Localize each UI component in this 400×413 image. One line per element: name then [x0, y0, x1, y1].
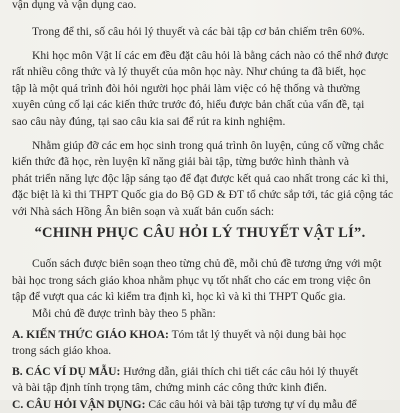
- section-b-label: B. CÁC VÍ DỤ MẪU:: [12, 365, 121, 378]
- text-line: sao câu này đúng, tại sao câu kia sai để rút ra kinh nghiệm.: [12, 115, 286, 128]
- section-c-label: C. CÂU HỎI VẬN DỤNG:: [12, 398, 146, 411]
- section-c: [12, 397, 396, 413]
- text-line: đặc biệt là kì thi THPT Quốc gia do Bộ GD & ĐT tổ chức sắp tới, tác giả cộng tác: [12, 188, 394, 201]
- text-line: tập là một quá trình đòi hỏi người học phải làm việc có hệ thống và thường: [12, 82, 361, 95]
- text-line: Nhằm giúp đỡ các em học sinh trong quá trình ôn luyện, củng cố vững chắc: [32, 139, 384, 152]
- text-line: và bài tập định tính trọng tâm, chứng minh các công thức kinh điển.: [12, 381, 327, 394]
- text-line: Trong để thi, số câu hỏi lý thuyết và các bài tập cơ bản chiếm trên 60%.: [32, 25, 365, 38]
- section-a-text: Tóm tắt lý thuyết và nội dung bài học: [171, 328, 347, 341]
- text-line: rất nhiều công thức và lý thuyết của môn học này. Như chúng ta đã biết, học: [12, 65, 366, 78]
- text-line: vận dụng và vận dụng cao.: [12, 0, 137, 11]
- text-line: Cuốn sách được biên soạn theo từng chủ đề, mỗi chủ đề tương ứng với một: [32, 257, 382, 270]
- text-line: xuyên củng cố lại các kiến thức trước đó, hiểu được bản chất của vấn đề, tại: [12, 98, 365, 111]
- text-line: kiến thức đã học, rèn luyện kĩ năng giải bài tập, từng bước hình thành và: [12, 155, 349, 168]
- section-a: [12, 327, 396, 343]
- section-b: [12, 364, 396, 380]
- text-line: phát triển năng lực độc lập sáng tạo để đạt được kết quả cao nhất trong các kì thi,: [12, 172, 389, 185]
- book-title: “CHINH PHỤC CÂU HỎI LÝ THUYẾT VẬT LÍ”.: [34, 225, 366, 241]
- text-line: bài học trong sách giáo khoa nhằm phục vụ tốt nhất cho các em trong việc ôn: [12, 274, 371, 287]
- section-a-label: A. KIẾN THỨC GIÁO KHOA:: [12, 328, 169, 341]
- section-b-text: Hướng dẫn, giải thích chi tiết các câu hỏi lý thuyết: [123, 365, 359, 378]
- section-c-text: Các câu hỏi và bài tập tương tự ví dụ mẫu để: [148, 398, 357, 411]
- text-line: Mỗi chủ đề được trình bày theo 5 phần:: [32, 307, 216, 320]
- text-line: trong sách giáo khoa.: [12, 344, 112, 357]
- text-line: với Nhà sách Hồng Ân biên soạn và xuất bản cuốn sách:: [12, 205, 275, 218]
- text-line: tập để vượt qua các kì kiểm tra định kì, học kì và kì thi THPT Quốc gia.: [12, 290, 346, 303]
- text-line: Khi học môn Vật lí các em đều đặt câu hỏi là bằng cách nào có thể nhớ được: [32, 49, 389, 62]
